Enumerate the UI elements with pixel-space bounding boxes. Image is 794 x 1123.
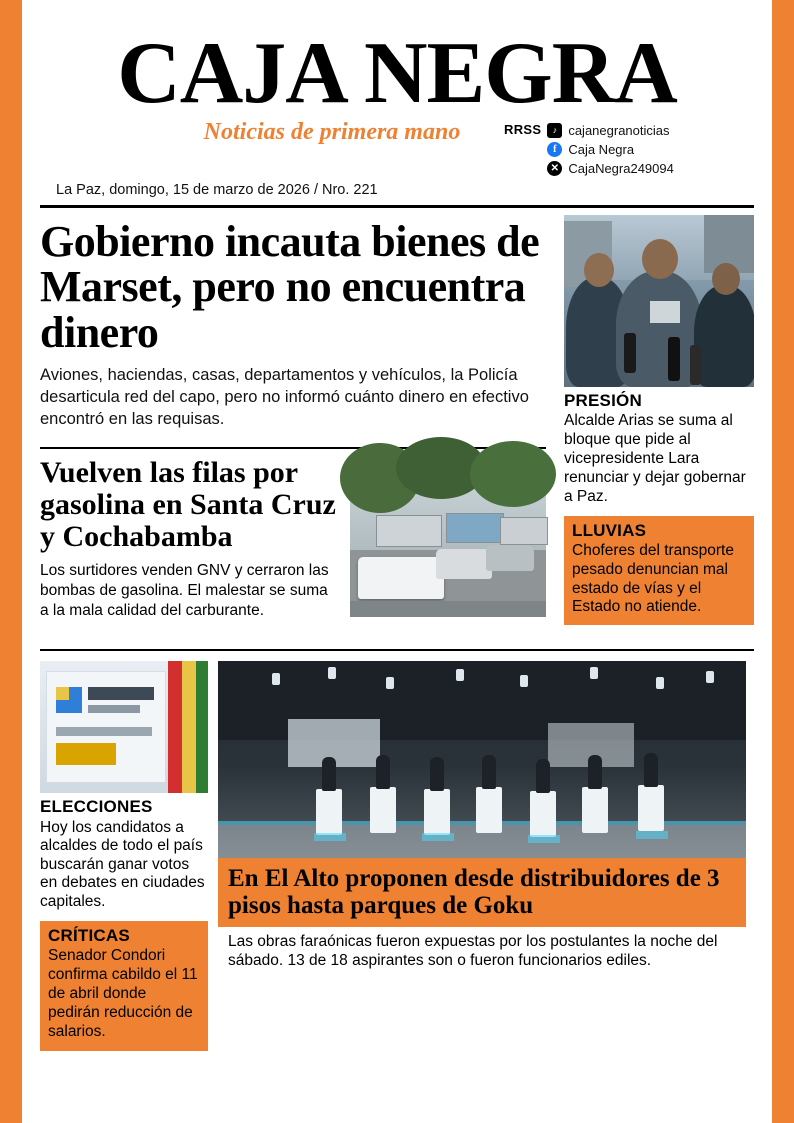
social-handle-facebook: Caja Negra [568,141,635,157]
overlay-headline[interactable]: En El Alto proponen desde distribuidores de 3 pisos hasta parques de Goku [218,858,746,927]
criticas-kicker: CRÍTICAS [48,926,130,946]
social-item-tiktok[interactable] [547,121,754,140]
x-twitter-icon: ✕ [547,161,562,176]
right-orange-border [772,0,794,1123]
second-deck: Los surtidores venden GNV y cerraron las bombas de gasolina. El malestar se suma a la mala calidad del carburante. [40,561,329,619]
elecciones-kicker: ELECCIONES [40,796,153,816]
criticas-box [40,921,208,1051]
lower-right-column [218,661,746,1052]
second-photo [350,457,546,636]
social-handle-tiktok: cajanegranoticias [568,122,670,138]
left-column [40,215,546,637]
presion-box [564,391,754,507]
presion-kicker: PRESIÓN [564,390,642,410]
tiktok-icon: ♪ [547,123,562,138]
left-orange-border [0,0,22,1123]
masthead-secondary-row [40,117,754,178]
social-media-block [504,117,754,178]
alcalde-arias-conferencia-photo [564,215,754,387]
lower-section [40,661,754,1052]
lluvias-text: Choferes del transporte pesado denuncian mal estado de vías y el Estado no atiende. [572,542,734,616]
second-headline[interactable]: Vuelven las filas por gasolina en Santa Cruz y Cochabamba [40,456,336,553]
lluvias-kicker: LLUVIAS [572,521,647,541]
masthead [40,0,754,208]
lluvias-box [564,516,754,624]
main-grid [40,215,754,637]
overlay-deck: Las obras faraónicas fueron expuestas por los postulantes la noche del sábado. 13 de 18 aspirantes son o fueron funcionarios ediles. [228,932,718,969]
lead-headline[interactable]: Gobierno incauta bienes de Marset, pero no encuentra dinero [40,216,540,357]
second-story [40,457,546,636]
social-handle-x: CajaNegra249094 [568,160,674,176]
newspaper-title: CAJA NEGRA [117,25,677,122]
rrss-label: RRSS [504,121,542,137]
mid-page-divider [40,649,754,651]
dateline-row [40,180,754,203]
lead-deck: Aviones, haciendas, casas, departamentos y vehículos, la Policía desarticula red del capo, pero no informó cuánto dinero en efectivo encontró en las requisas. [40,365,529,428]
criticas-text: Senador Condori confirma cabildo el 11 de abril donde pedirán reducción de salarios. [48,947,198,1041]
presion-text: Alcalde Arias se suma al bloque que pide al vicepresidente Lara renunciar y dejar gobernar a Paz. [564,411,746,505]
right-column [564,215,754,637]
elecciones-subnacionales-photo [40,661,208,793]
facebook-icon: f [547,142,562,157]
social-item-x[interactable] [547,159,754,178]
social-item-facebook[interactable] [547,140,754,159]
cola-de-vehiculos-photo [350,457,546,617]
newspaper-slogan: Noticias de primera mano [203,118,461,145]
elecciones-text: Hoy los candidatos a alcaldes de todo el país buscarán ganar votos en debates en ciudades capitales. [40,818,205,910]
page-content [22,0,772,1123]
masthead-divider [40,205,754,208]
lower-left-column [40,661,208,1052]
dateline: La Paz, domingo, 15 de marzo de 2026 / Nro. 221 [56,181,378,198]
